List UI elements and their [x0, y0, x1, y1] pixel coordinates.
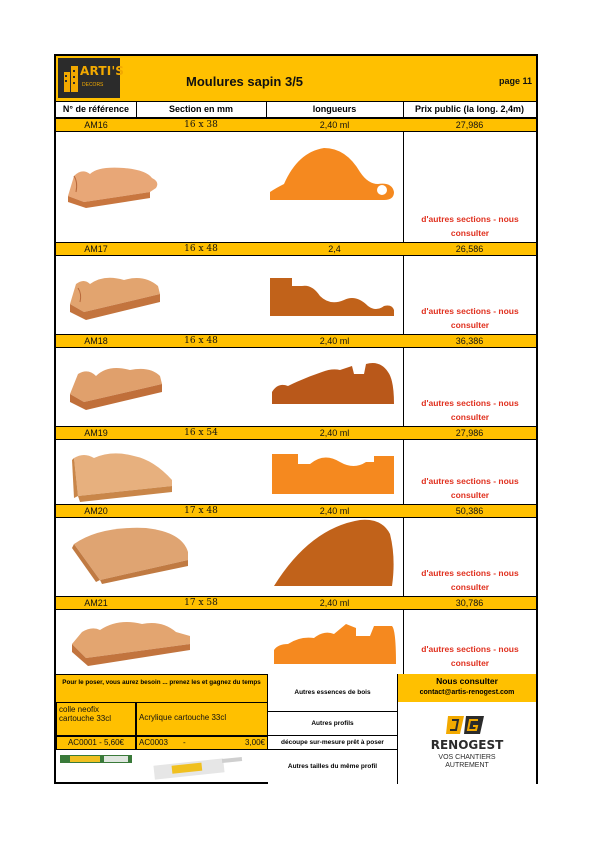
col-reference: N° de référence — [62, 104, 130, 114]
logo-subtext: DECORS — [82, 82, 104, 88]
length-value: 2,4 — [328, 244, 341, 254]
section-size: 17 x 58 — [184, 598, 218, 608]
page-header — [56, 56, 536, 102]
length-value: 2,40 ml — [319, 506, 350, 516]
product-ref-row — [56, 426, 536, 440]
ref-code: AM17 — [84, 244, 108, 254]
ref-code: AM18 — [84, 336, 108, 346]
other-sections-note: d'autres sections - nous consulter — [421, 306, 519, 330]
ref-code: AM21 — [84, 598, 108, 608]
acrylic-product: Acrylique cartouche 33cl — [136, 702, 268, 736]
molding-photo-am16 — [64, 152, 164, 212]
brand-tagline-1: VOS CHANTIERS — [438, 754, 496, 761]
product-ref-row — [56, 242, 536, 256]
price-value: 30,786 — [455, 598, 484, 608]
price-value: 27,986 — [455, 428, 484, 438]
molding-profile-am18 — [268, 360, 398, 406]
col-price: Prix public (la long. 2,4m) — [414, 104, 525, 114]
length-value: 2,40 ml — [319, 598, 350, 608]
molding-profile-am19 — [268, 452, 398, 496]
molding-profile-am17 — [268, 272, 398, 318]
section-size: 16 x 48 — [184, 244, 218, 254]
length-value: 2,40 ml — [319, 428, 350, 438]
acrylic-cartridge-image — [152, 754, 244, 780]
molding-photo-am18 — [64, 356, 174, 412]
contact-title: Nous consulter — [436, 676, 498, 686]
option-other-sizes: Autres tailles du même profil — [268, 750, 398, 784]
ref-code: AM20 — [84, 506, 108, 516]
length-value: 2,40 ml — [319, 120, 350, 130]
catalog-sheet — [54, 54, 538, 784]
molding-photo-am19 — [64, 446, 184, 504]
artis-logo — [58, 58, 125, 98]
acrylic-ref: AC0003 — [139, 738, 168, 747]
brand-tagline-2: AUTREMENT — [445, 762, 489, 769]
option-other-woods: Autres essences de bois — [268, 674, 398, 712]
neofix-cartridge-image — [60, 754, 132, 764]
ref-code: AM19 — [84, 428, 108, 438]
molding-photo-am20 — [70, 522, 190, 584]
option-other-profiles: Autres profils — [268, 712, 398, 736]
glue-product: colle neofix cartouche 33cl — [56, 702, 136, 736]
length-value: 2,40 ml — [319, 336, 350, 346]
price-value: 26,586 — [455, 244, 484, 254]
option-custom-cut: découpe sur-mesure prêt à poser — [268, 736, 398, 750]
other-sections-note: d'autres sections - nous consulter — [421, 476, 519, 500]
product-ref-row — [56, 504, 536, 518]
acrylic-dash: - — [183, 738, 186, 747]
section-size: 17 x 48 — [184, 506, 218, 516]
price-value: 27,986 — [455, 120, 484, 130]
molding-profile-am16 — [268, 144, 398, 204]
column-headers — [56, 102, 536, 118]
logo-text: ARTI'S — [80, 64, 125, 78]
molding-profile-am20 — [270, 518, 400, 588]
acrylic-ref-row — [136, 736, 268, 750]
acrylic-price: 3,00€ — [244, 738, 265, 747]
ref-code: AM16 — [84, 120, 108, 130]
price-value: 50,386 — [455, 506, 484, 516]
product-ref-row — [56, 334, 536, 348]
section-size: 16 x 54 — [184, 428, 218, 438]
molding-photo-am17 — [64, 264, 174, 322]
page-title: Moulures sapin 3/5 — [186, 74, 304, 89]
glue-ref: AC0001 - 5,60€ — [56, 736, 136, 750]
other-sections-note: d'autres sections - nous consulter — [421, 568, 519, 592]
section-size: 16 x 48 — [184, 336, 218, 346]
other-sections-note: d'autres sections - nous consulter — [421, 644, 519, 668]
renogest-logo-mark — [446, 716, 486, 734]
installation-tip: Pour le poser, vous aurez besoin ... prenez les et gagnez du temps — [56, 674, 268, 702]
other-sections-note: d'autres sections - nous consulter — [421, 214, 519, 238]
col-length: longueurs — [312, 104, 357, 114]
col-section: Section en mm — [168, 104, 233, 114]
product-ref-row — [56, 118, 536, 132]
other-sections-note: d'autres sections - nous consulter — [421, 398, 519, 422]
building-icon — [63, 66, 79, 92]
footer-section — [56, 674, 536, 784]
section-size: 16 x 38 — [184, 120, 218, 130]
price-value: 36,386 — [455, 336, 484, 346]
page-number: page 11 — [498, 76, 532, 86]
contact-block — [398, 674, 536, 784]
molding-profile-am21 — [270, 622, 400, 666]
contact-email[interactable]: contact@artis-renogest.com — [419, 689, 515, 696]
brand-name: RENOGEST — [430, 738, 504, 752]
product-ref-row — [56, 596, 536, 610]
molding-photo-am21 — [66, 616, 196, 668]
